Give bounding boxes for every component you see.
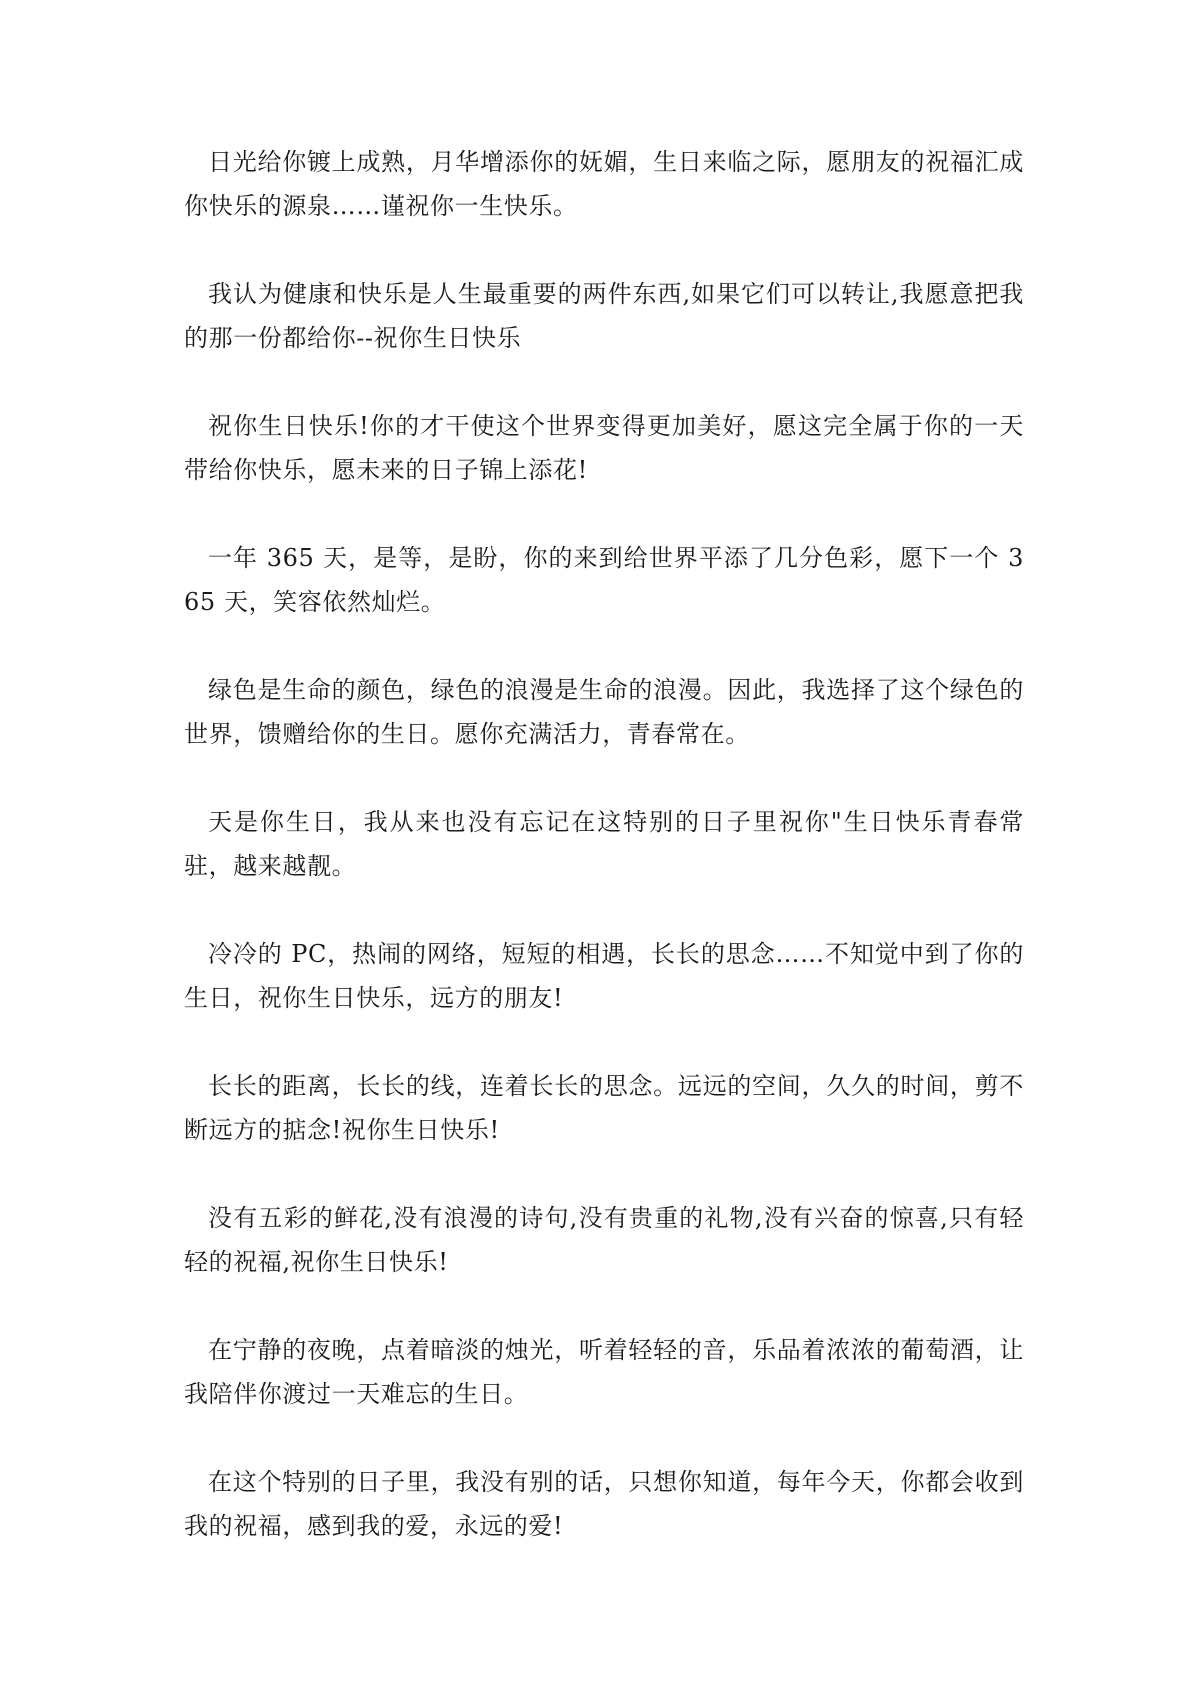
paragraph: 天是你生日，我从来也没有忘记在这特别的日子里祝你"生日快乐青春常驻，越来越靓。 [184,808,1024,880]
paragraph: 日光给你镀上成熟，月华增添你的妩媚，生日来临之际，愿朋友的祝福汇成你快乐的源泉……谨祝你一生快乐。 [184,148,1024,220]
paragraph: 长长的距离，长长的线，连着长长的思念。远远的空间，久久的时间，剪不断远方的掂念!祝你生日快乐! [184,1072,1024,1144]
paragraph: 冷冷的 PC，热闹的网络，短短的相遇，长长的思念……不知觉中到了你的生日，祝你生日快乐，远方的朋友! [184,940,1024,1012]
paragraph: 一年 365 天，是等，是盼，你的来到给世界平添了几分色彩，愿下一个 365 天，笑容依然灿烂。 [184,544,1024,616]
paragraph: 祝你生日快乐!你的才干使这个世界变得更加美好，愿这完全属于你的一天带给你快乐，愿未来的日子锦上添花! [184,412,1024,484]
document-body [184,140,1024,1592]
paragraph: 我认为健康和快乐是人生最重要的两件东西,如果它们可以转让,我愿意把我的那一份都给你--祝你生日快乐 [184,280,1024,352]
paragraph: 在这个特别的日子里，我没有别的话，只想你知道，每年今天，你都会收到我的祝福，感到我的爱，永远的爱! [184,1468,1024,1540]
paragraph: 在宁静的夜晚，点着暗淡的烛光，听着轻轻的音，乐品着浓浓的葡萄酒，让我陪伴你渡过一天难忘的生日。 [184,1336,1024,1408]
paragraph: 绿色是生命的颜色，绿色的浪漫是生命的浪漫。因此，我选择了这个绿色的世界，馈赠给你的生日。愿你充满活力，青春常在。 [184,676,1024,748]
paragraph: 没有五彩的鲜花,没有浪漫的诗句,没有贵重的礼物,没有兴奋的惊喜,只有轻轻的祝福,祝你生日快乐! [184,1204,1024,1276]
